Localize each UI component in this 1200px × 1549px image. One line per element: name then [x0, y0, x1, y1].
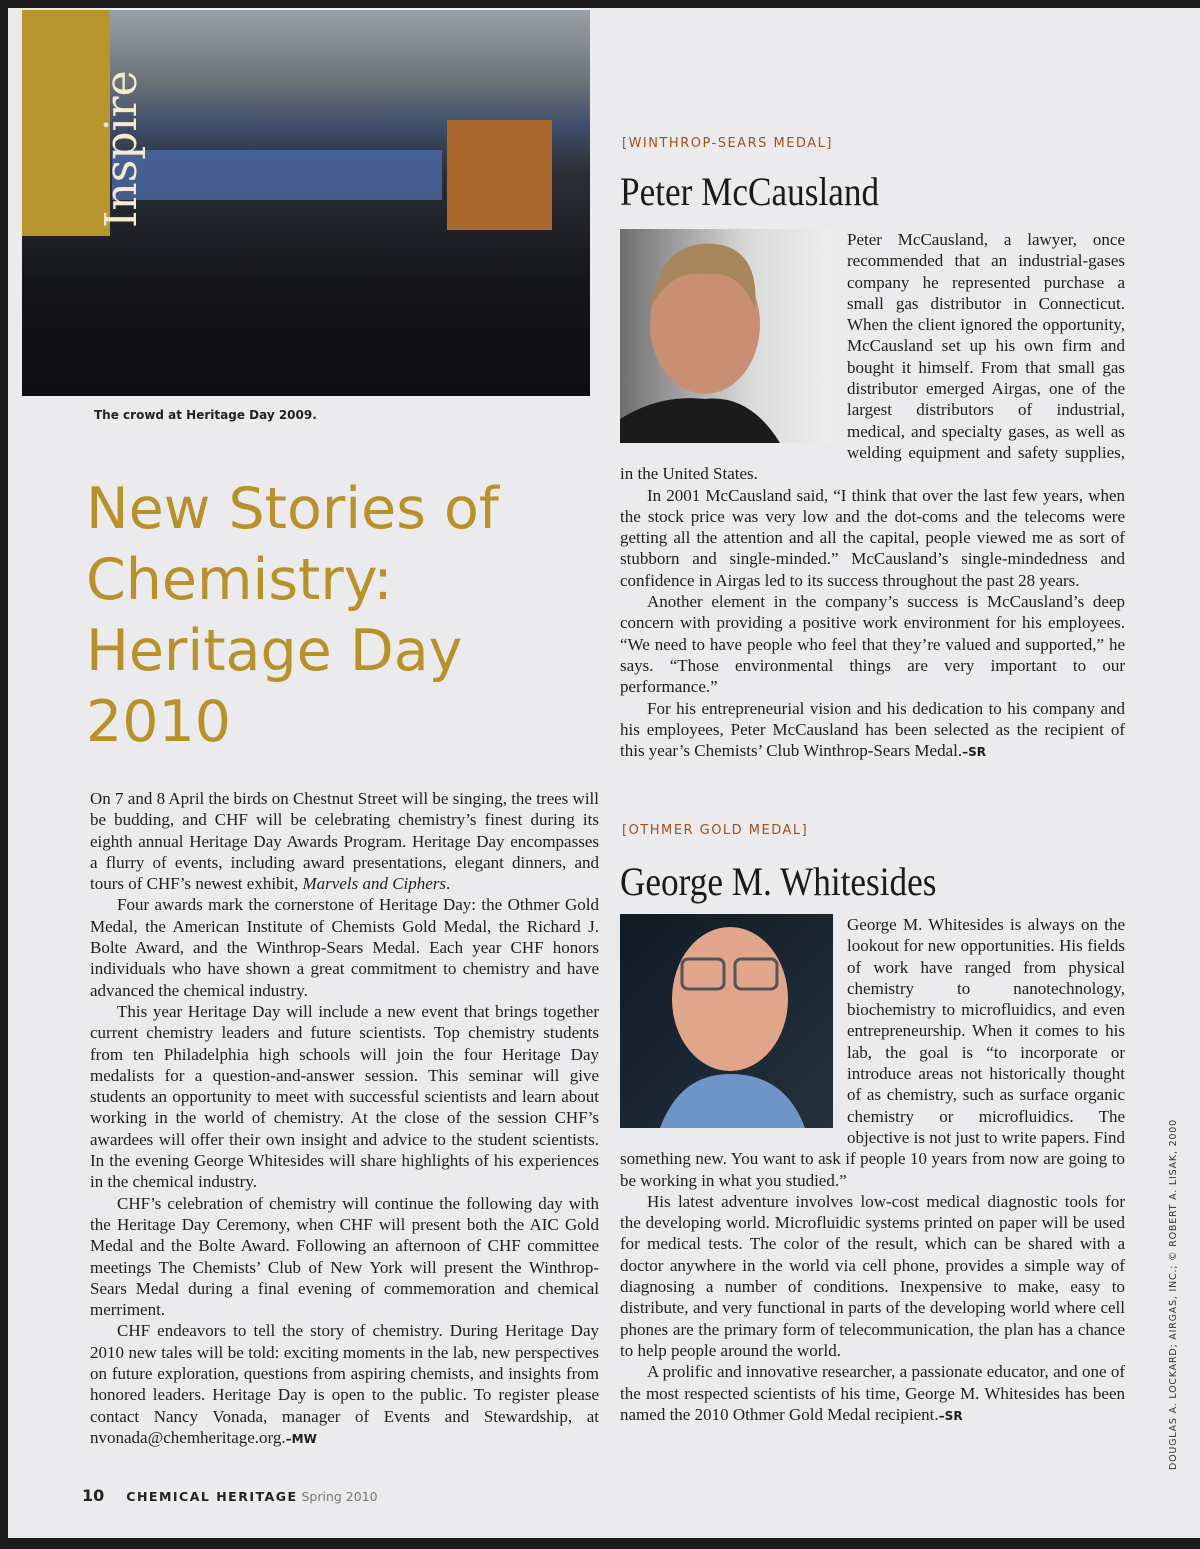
text: . [446, 874, 451, 894]
mccausland-portrait [620, 229, 833, 443]
text: For his entrepreneurial vision and his dedication to his company and his employees, Peter McCausland has been selected as the recipient of this year’s Chemists’ Club Winthrop-Sears Medal. [620, 698, 1125, 761]
author-signoff: –SR [938, 1408, 963, 1423]
headline: New Stories of Chemistry: Heritage Day 2010 [86, 476, 499, 755]
text: A prolific and innovative researcher, a passionate educator, and one of the most respected scientists of his time, George M. Whitesides has been named the 2010 Othmer Gold Medal recipient. [620, 1362, 1125, 1424]
article-paragraph: In 2001 McCausland said, “I think that over the last few years, when the stock price was very low and the dot-coms and the telecoms were getting all the attention and all the capital, people viewed me as sort of stubborn and single-minded.” McCausland’s single-mindedness and confidence in Airgas led to its success throughout the past 28 years. [620, 485, 1125, 590]
photo-head-table [112, 150, 442, 200]
article-paragraph [620, 1361, 1125, 1427]
article-paragraph [620, 698, 1125, 764]
exhibit-title: Marvels and Ciphers [302, 874, 447, 894]
section-tab-label: Inspire [96, 70, 147, 228]
portrait-figure-icon [620, 914, 833, 1128]
article-paragraph: Four awards mark the cornerstone of Heritage Day: the Othmer Gold Medal, the American Institute of Chemists Gold Medal, the Richard J. Bolte Award, and the Winthrop-Sears Medal. Each year CHF honors individuals who have shown a great commitment to chemistry and have advanced the chemical industry. [90, 895, 599, 1000]
article-paragraph: Another element in the company’s success is McCausland’s deep concern with providing a positive work environment for his employees. “We need to have people who feel that they’re valued and supported,” he says. “Those environmental things are very important to our performance.” [620, 592, 1125, 697]
page-number: 10 [82, 1486, 105, 1505]
portrait-figure-icon [620, 229, 833, 443]
whitesides-kicker: [OTHMER GOLD MEDAL] [622, 823, 809, 838]
text: CHF endeavors to tell the story of chemistry. During Heritage Day 2010 new tales will be told: exciting moments in the lab, new perspectives on future exploration, questions from aspiring chemists, and insights from honored leaders. Heritage Day is open to the public. To register please contact Nancy Vonada, manager of Events and Stewardship, at nvonada@chemheritage.org. [90, 1321, 599, 1447]
section-tab [22, 10, 147, 236]
article-paragraph: This year Heritage Day will include a new event that brings together current chemistry leaders and future scientists. Top chemistry students from ten Philadelphia high schools will join the four Heritage Day medalists for a question-and-answer session. This seminar will give students an opportunity to meet with successful scientists and learn about working in the world of chemistry. At the close of the session CHF’s awardees will offer their own insight and advice to the student scientists. In the evening George Whitesides will share highlights of his experiences in the chemical industry. [90, 1001, 599, 1192]
whitesides-portrait [620, 914, 833, 1128]
issue-date: Spring 2010 [301, 1489, 378, 1504]
article-paragraph: George M. Whitesides is always on the lookout for new opportunities. His fields of work have ranged from physical chemistry to nanotechnology, biochemistry to microfluidics, and even entrepreneurship. When it comes to his lab, the goal is “to incorporate or introduce areas not historically thought of as chemistry, such as surface organic chemistry or microfluidics. The objective is not just to write papers. Find something new. You want to ask if people 10 years from now are going to be working in what you studied.” [620, 915, 1125, 1190]
whitesides-article [620, 914, 1125, 1427]
magazine-name: CHEMICAL HERITAGE [126, 1489, 298, 1504]
magazine-page [8, 8, 1200, 1538]
text: On 7 and 8 April the birds on Chestnut Street will be singing, the trees will be budding, and CHF will be celebrating chemistry’s finest during its eighth annual Heritage Day Awards Program. Heritage Day encompasses a flurry of events, including award presentations, elegant dinners, and tours of CHF’s newest exhibit, [90, 789, 599, 894]
article-paragraph: His latest adventure involves low-cost medical diagnostic tools for the developing world. Microfluidic systems printed on paper will be used for medical tests. The color of the result, which can be shared with a doctor anywhere in the world via cell phone, provides a simple way of diagnosing a number of conditions. Inexpensive to make, easy to distribute, and very functional in parts of the developing world where cell phones are the primary form of telecommunication, the plan has a chance to help people around the world. [620, 1191, 1125, 1360]
mccausland-name: Peter McCausland [620, 169, 880, 214]
article-paragraph [90, 1320, 599, 1450]
photo-caption: The crowd at Heritage Day 2009. [94, 408, 317, 422]
author-signoff: –MW [285, 1431, 317, 1446]
author-signoff: –SR [962, 745, 986, 760]
page-footer [82, 1486, 378, 1505]
article-paragraph: Peter McCausland, a lawyer, once recommended that an industrial-gases company he represented purchase a small gas distributor in Connecticut. When the client ignored the opportunity, McCausland set up his own firm and bought it himself. From that small gas distributor emerged Airgas, one of the largest distributors of industrial, medical, and specialty gases, as well as welding equipment and safety supplies, in the United States. [620, 230, 1125, 484]
article-paragraph [90, 788, 599, 894]
photo-credit: DOUGLAS A. LOCKARD; AIRGAS, INC.; © ROBERT A. LISAK, 2000 [1168, 1119, 1179, 1470]
mccausland-article [620, 229, 1125, 763]
main-article-body [90, 788, 599, 1450]
article-paragraph: CHF’s celebration of chemistry will continue the following day with the Heritage Day Ceremony, when CHF will present both the AIC Gold Medal and the Bolte Award. Following an afternoon of CHF committee meetings The Chemists’ Club of New York will present the Winthrop-Sears Medal during a final evening of commemoration and chemical merriment. [90, 1193, 599, 1320]
mccausland-kicker: [WINTHROP-SEARS MEDAL] [622, 136, 833, 151]
whitesides-name: George M. Whitesides [620, 859, 937, 904]
photo-podium [447, 120, 552, 230]
